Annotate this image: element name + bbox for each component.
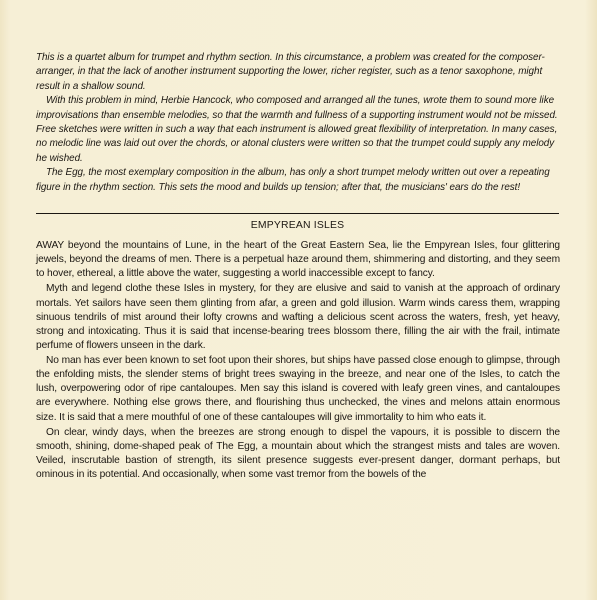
- intro-paragraph: With this problem in mind, Herbie Hancock, who composed and arranged all the tunes, wrote them to sound more like improvisations than ensemble melodies, so that the warmth and fullness of a supporting instrument would not be missed. Free sketches were written in such a way that each instrument is allowed great flexibility of interpretation. In many cases, no melodic line was laid out over the chords, or atonal clusters were written so that the trumpet could supply any melody he wished.: [36, 95, 558, 164]
- intro-paragraph: The Egg, the most exemplary composition in the album, has only a short trumpet melody written out over a repeating figure in the rhythm section. This sets the mood and builds up tension; after that, the musicians' ears do the rest!: [36, 167, 550, 193]
- story-text: [36, 239, 560, 483]
- section-title: EMPYREAN ISLES: [250, 220, 345, 231]
- story-paragraph: On clear, windy days, when the breezes are strong enough to dispel the vapours, it is possible to discern the smooth, shining, dome-shaped peak of The Egg, a mountain about which the strangest mists and tales are woven. Veiled, inscrutable bastion of strength, its silent presence suggests ever-present danger, dormant perhaps, but ominous in its potential. And occasionally, when some vast tremor from the bowels of the: [36, 426, 560, 481]
- intro-paragraph: This is a quartet album for trumpet and rhythm section. In this circumstance, a problem was created for the composer-arranger, in that the lack of another instrument supporting the lower, richer register, such as a tenor saxophone, might result in a shallow sound.: [36, 52, 545, 92]
- section-divider: [36, 213, 559, 214]
- story-paragraph: Myth and legend clothe these Isles in mystery, for they are elusive and said to vanish at the approach of ordinary mortals. Yet sailors have seen them glinting from afar, a green and gold illusion. Warm winds caress them, wrapping sinuous tendrils of mist around their lofty crowns and wafting a delicious scent across the waters, fresh, yet heavy, strong and intoxicating. Thus it is said that incense-bearing trees blossom there, filling the air with the frail, intimate perfume of flowers unseen in the dark.: [36, 283, 560, 351]
- story-paragraph: No man has ever been known to set foot upon their shores, but ships have passed close enough to glimpse, through the enfolding mists, the slender stems of bright trees swaying in the breeze, and near one of the Isles, to catch the lush, overpowering odor of ripe cantaloupes. Men say this island is covered with leafy green vines, and cantaloupes are everywhere. Nothing else grows there, and flourishing thus unchecked, the vines and melons attain enormous size. It is said that a mere mouthful of one of these cantaloupes will give immortality to him who eats it.: [36, 355, 560, 423]
- intro-notes: [36, 51, 560, 195]
- story-paragraph: AWAY beyond the mountains of Lune, in the heart of the Great Eastern Sea, lie the Empyrean Isles, four glittering jewels, beyond the dreams of men. There is a perpetual haze around them, shimmering and distorting, and they seem to hover, ethereal, a little above the water, suggesting a world inaccessible except to fancy.: [36, 240, 560, 280]
